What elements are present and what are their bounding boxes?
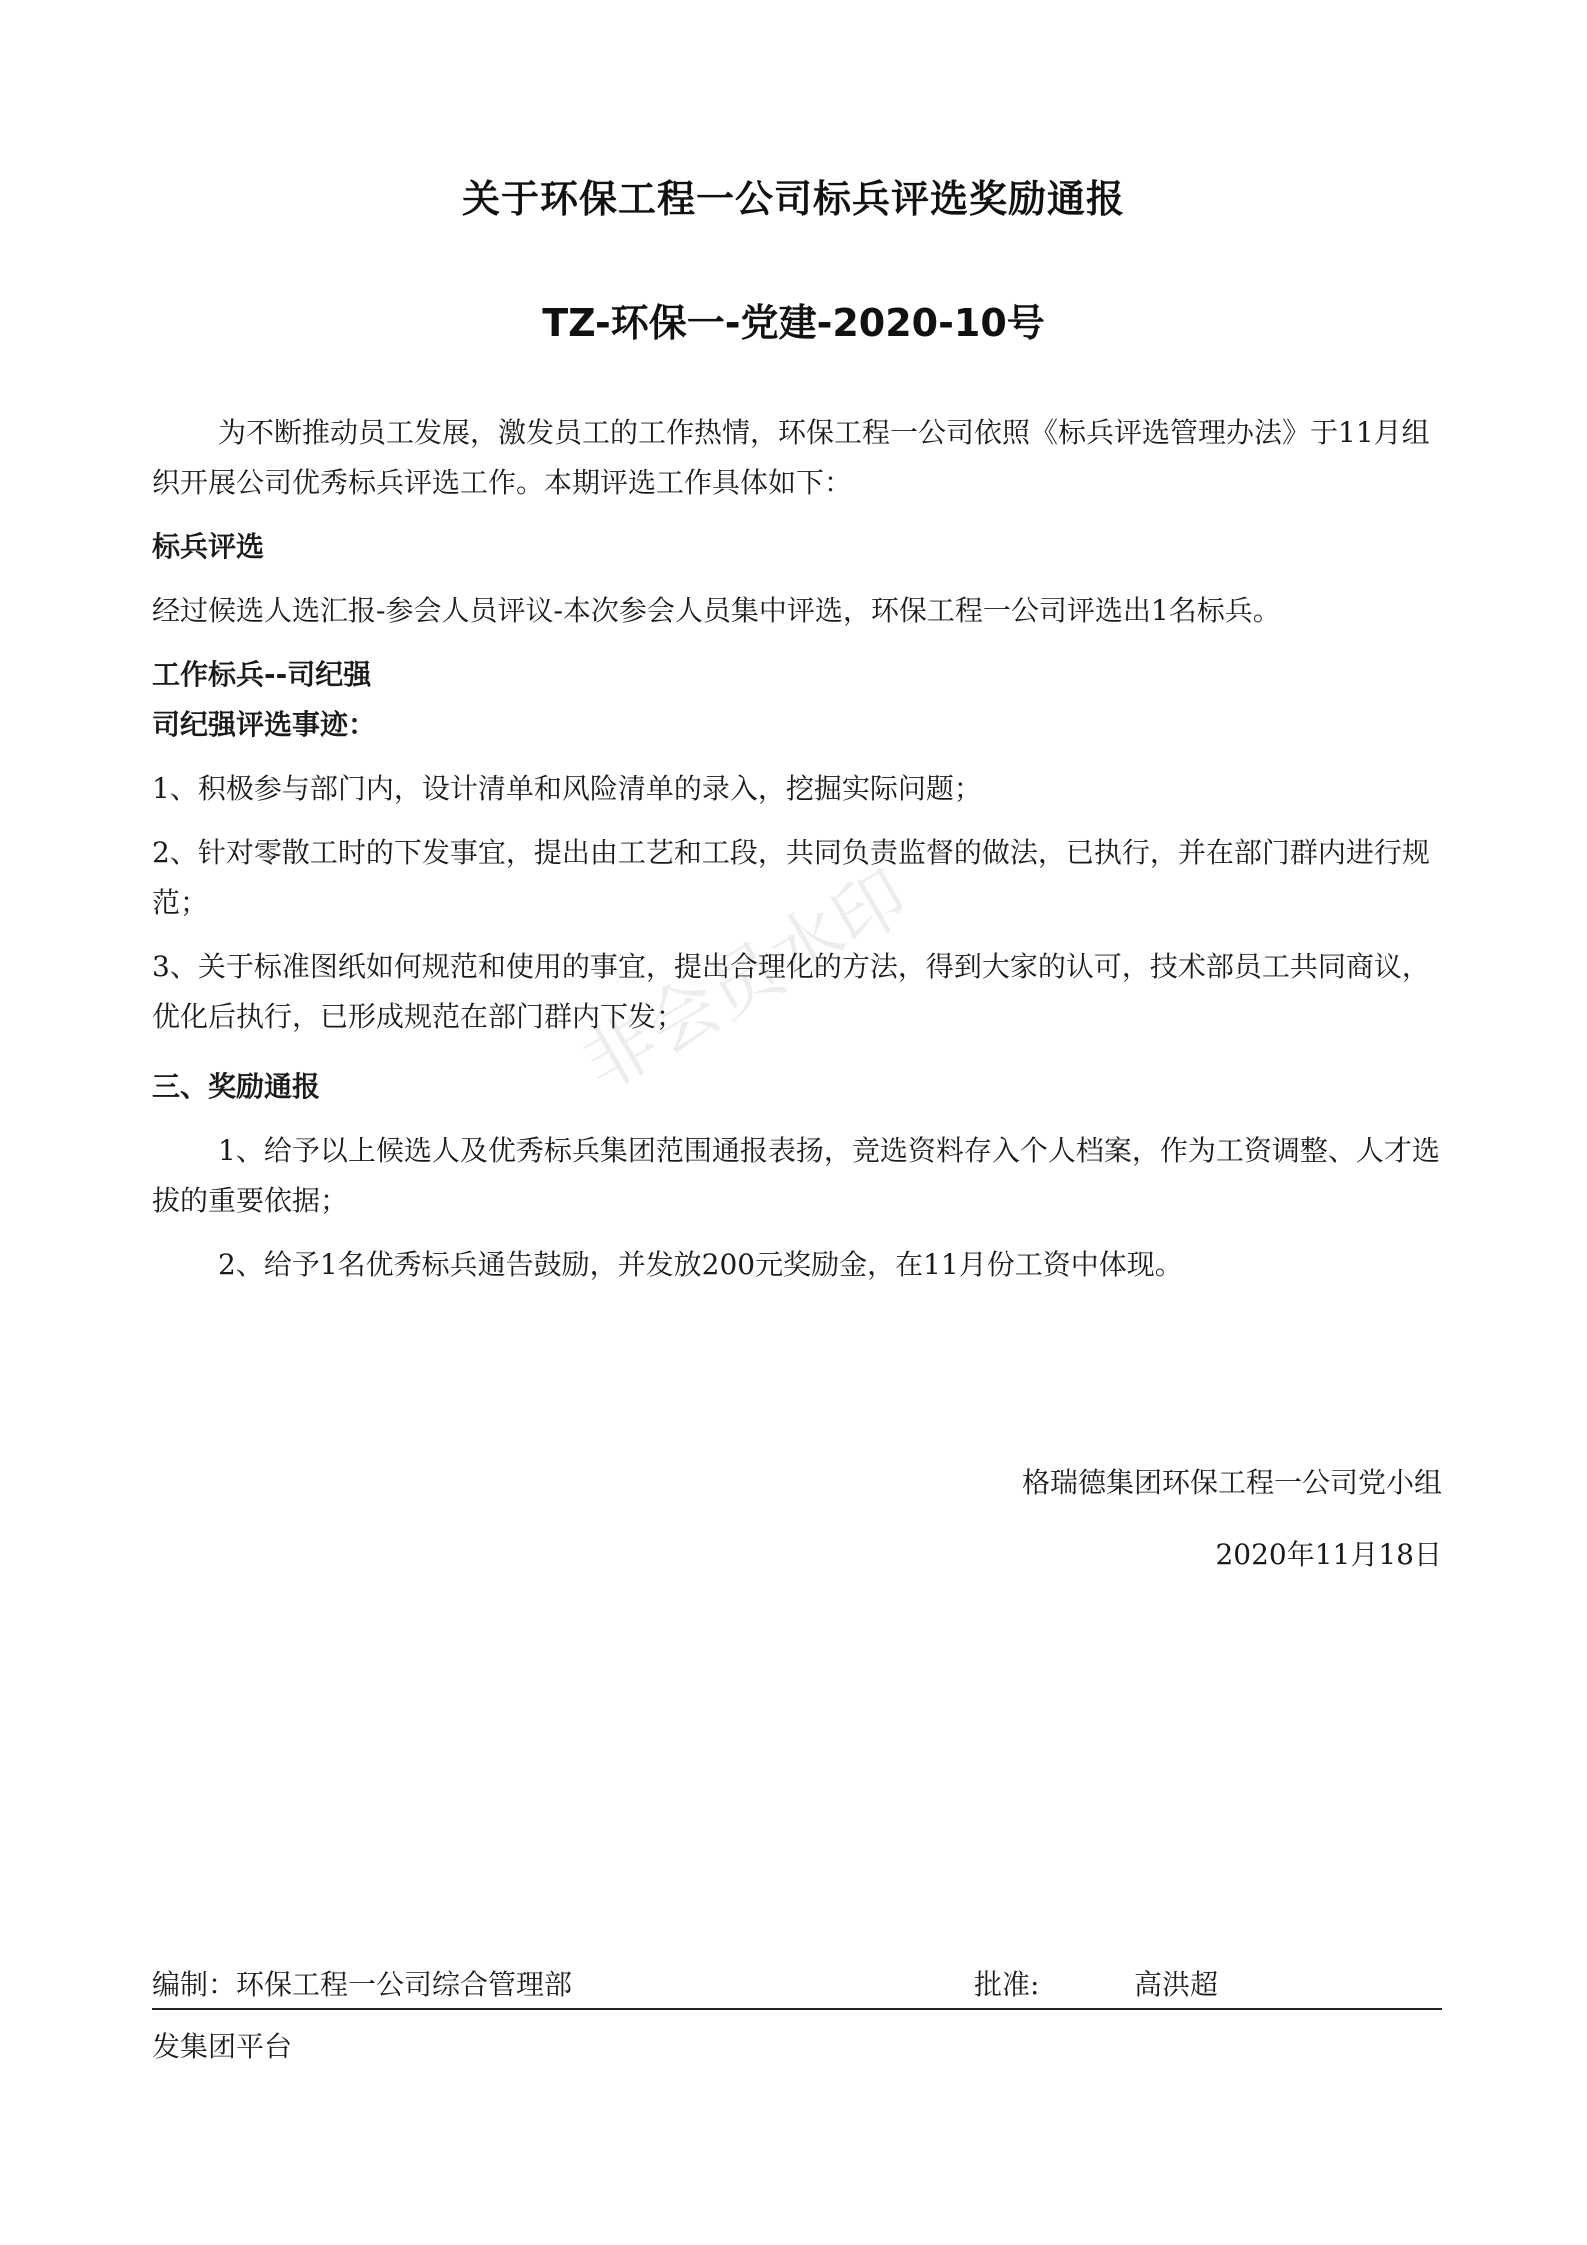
signature-organization: 格瑞德集团环保工程一公司党小组 <box>1021 1466 1442 1499</box>
signature-date: 2020年11月18日 <box>1215 1538 1442 1571</box>
winner-line: 工作标兵--司纪强 <box>152 658 372 691</box>
section1-heading: 标兵评选 <box>152 530 265 563</box>
footer-approve-label: 批准: <box>974 1968 1040 2001</box>
footer-approver: 高洪超 <box>1134 1968 1219 2001</box>
footer-bar <box>152 1962 1442 2010</box>
deed-item: 3、关于标准图纸如何规范和使用的事宜，提出合理化的方法，得到大家的认可，技术部员工共同商议，优化后执行，已形成规范在部门群内下发； <box>152 950 1430 1033</box>
document-body <box>152 408 1442 1290</box>
section1-text: 经过候选人选汇报-参会人员评议-本次参会人员集中评选，环保工程一公司评选出1名标兵。 <box>152 594 1281 627</box>
reward-item: 1、给予以上候选人及优秀标兵集团范围通报表扬，竞选资料存入个人档案，作为工资调整、人才选拔的重要依据； <box>152 1134 1440 1217</box>
deeds-heading: 司纪强评选事迹： <box>152 708 377 741</box>
section3-heading: 三、奖励通报 <box>152 1070 321 1103</box>
deed-item: 1、积极参与部门内，设计清单和风险清单的录入，挖掘实际问题； <box>152 772 982 805</box>
reward-item: 2、给予1名优秀标兵通告鼓励，并发放200元奖励金，在11月份工资中体现。 <box>218 1248 1183 1281</box>
intro-paragraph: 为不断推动员工发展，激发员工的工作热情，环保工程一公司依照《标兵评选管理办法》于11月组织开展公司优秀标兵评选工作。本期评选工作具体如下： <box>152 416 1430 499</box>
watermark: 非会员水印 <box>568 853 922 1107</box>
deed-item: 2、针对零散工时的下发事宜，提出由工艺和工段，共同负责监督的做法，已执行，并在部门群内进行规范； <box>152 836 1430 919</box>
footer-editor: 编制：环保工程一公司综合管理部 <box>152 1968 573 2001</box>
distribution-platform: 发集团平台 <box>152 2030 293 2063</box>
document-title: 关于环保工程一公司标兵评选奖励通报 <box>461 177 1125 221</box>
document-number: TZ-环保一-党建-2020-10号 <box>542 301 1045 345</box>
